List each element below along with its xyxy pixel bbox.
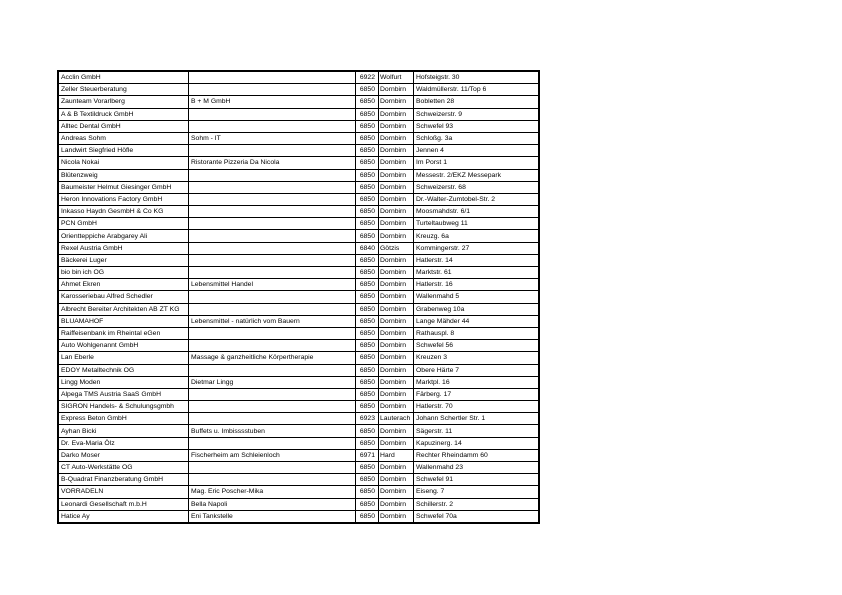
table-row (59, 352, 539, 364)
city-cell: Wolfurt (379, 72, 414, 84)
table-row (59, 206, 539, 218)
description-cell (189, 364, 356, 376)
city-cell: Dornbirn (379, 291, 414, 303)
city-cell: Götzis (379, 242, 414, 254)
description-cell (189, 145, 356, 157)
street-address-cell: Schweizerstr. 68 (414, 181, 539, 193)
table-row (59, 157, 539, 169)
table-row (59, 193, 539, 205)
company-name-cell: Baumeister Helmut Giesinger GmbH (59, 181, 189, 193)
postal-code-cell: 6850 (356, 376, 379, 388)
table-row (59, 145, 539, 157)
street-address-cell: Hofsteigstr. 30 (414, 72, 539, 84)
description-cell: B + M GmbH (189, 96, 356, 108)
city-cell: Dornbirn (379, 132, 414, 144)
city-cell: Dornbirn (379, 486, 414, 498)
company-name-cell: Heron Innovations Factory GmbH (59, 193, 189, 205)
description-cell: Lebensmittel Handel (189, 279, 356, 291)
description-cell: Mag. Eric Poscher-Mika (189, 486, 356, 498)
description-cell (189, 327, 356, 339)
postal-code-cell: 6850 (356, 401, 379, 413)
postal-code-cell: 6850 (356, 498, 379, 510)
company-name-cell: Lingg Moden (59, 376, 189, 388)
table-row (59, 84, 539, 96)
description-cell: Ristorante Pizzeria Da Nicola (189, 157, 356, 169)
street-address-cell: Hatlerstr. 70 (414, 401, 539, 413)
postal-code-cell: 6850 (356, 486, 379, 498)
description-cell (189, 291, 356, 303)
table-row (59, 120, 539, 132)
street-address-cell: Kreuzg. 6a (414, 230, 539, 242)
city-cell: Dornbirn (379, 510, 414, 522)
description-cell (189, 437, 356, 449)
postal-code-cell: 6850 (356, 193, 379, 205)
company-name-cell: B-Quadrat Finanzberatung GmbH (59, 474, 189, 486)
street-address-cell: Schwefel 70a (414, 510, 539, 522)
table-row (59, 340, 539, 352)
company-name-cell: Alpega TMS Austria SaaS GmbH (59, 388, 189, 400)
postal-code-cell: 6971 (356, 449, 379, 461)
street-address-cell: Schwefel 93 (414, 120, 539, 132)
city-cell: Dornbirn (379, 462, 414, 474)
description-cell: Dietmar Lingg (189, 376, 356, 388)
description-cell (189, 413, 356, 425)
street-address-cell: Dr.-Walter-Zumtobel-Str. 2 (414, 193, 539, 205)
city-cell: Dornbirn (379, 340, 414, 352)
street-address-cell: Kapuzinerg. 14 (414, 437, 539, 449)
postal-code-cell: 6850 (356, 474, 379, 486)
street-address-cell: Im Porst 1 (414, 157, 539, 169)
postal-code-cell: 6840 (356, 242, 379, 254)
city-cell: Dornbirn (379, 218, 414, 230)
table-row (59, 327, 539, 339)
description-cell: Massage & ganzheitliche Körpertherapie (189, 352, 356, 364)
description-cell (189, 254, 356, 266)
table-row (59, 181, 539, 193)
city-cell: Dornbirn (379, 388, 414, 400)
table-row (59, 132, 539, 144)
company-name-cell: bio bin ich OG (59, 267, 189, 279)
table-row (59, 462, 539, 474)
city-cell: Dornbirn (379, 376, 414, 388)
company-name-cell: SIGRON Handels- & Schulungsgmbh (59, 401, 189, 413)
address-table (58, 71, 539, 523)
company-name-cell: Blütenzweig (59, 169, 189, 181)
postal-code-cell: 6850 (356, 132, 379, 144)
company-name-cell: Ahmet Ekren (59, 279, 189, 291)
table-row (59, 267, 539, 279)
street-address-cell: Wallenmahd 5 (414, 291, 539, 303)
description-cell (189, 267, 356, 279)
description-cell: Fischerheim am Schleienloch (189, 449, 356, 461)
table-row (59, 413, 539, 425)
address-table-body (59, 72, 539, 523)
description-cell (189, 218, 356, 230)
table-row (59, 108, 539, 120)
description-cell (189, 230, 356, 242)
description-cell (189, 84, 356, 96)
table-row (59, 364, 539, 376)
table-row (59, 242, 539, 254)
postal-code-cell: 6850 (356, 315, 379, 327)
postal-code-cell: 6850 (356, 462, 379, 474)
street-address-cell: Färberg. 17 (414, 388, 539, 400)
city-cell: Dornbirn (379, 181, 414, 193)
street-address-cell: Moosmahdstr. 6/1 (414, 206, 539, 218)
company-name-cell: Landwirt Siegfried Höfle (59, 145, 189, 157)
postal-code-cell: 6850 (356, 84, 379, 96)
company-name-cell: Ayhan Bicki (59, 425, 189, 437)
company-name-cell: Alltec Dental GmbH (59, 120, 189, 132)
postal-code-cell: 6850 (356, 230, 379, 242)
city-cell: Dornbirn (379, 193, 414, 205)
table-row (59, 474, 539, 486)
postal-code-cell: 6923 (356, 413, 379, 425)
street-address-cell: Schweizerstr. 9 (414, 108, 539, 120)
company-name-cell: BLUAMAHOF (59, 315, 189, 327)
postal-code-cell: 6850 (356, 364, 379, 376)
company-name-cell: Lan Eberle (59, 352, 189, 364)
description-cell (189, 388, 356, 400)
company-name-cell: Andreas Sohm (59, 132, 189, 144)
city-cell: Dornbirn (379, 169, 414, 181)
company-name-cell: Hatice Ay (59, 510, 189, 522)
street-address-cell: Schloßg. 3a (414, 132, 539, 144)
postal-code-cell: 6850 (356, 388, 379, 400)
city-cell: Dornbirn (379, 84, 414, 96)
table-row (59, 449, 539, 461)
description-cell (189, 181, 356, 193)
table-row (59, 303, 539, 315)
street-address-cell: Obere Härte 7 (414, 364, 539, 376)
description-cell (189, 303, 356, 315)
city-cell: Dornbirn (379, 145, 414, 157)
city-cell: Dornbirn (379, 498, 414, 510)
street-address-cell: Schwefel 56 (414, 340, 539, 352)
company-name-cell: Inkasso Haydn GesmbH & Co KG (59, 206, 189, 218)
city-cell: Dornbirn (379, 267, 414, 279)
postal-code-cell: 6850 (356, 425, 379, 437)
street-address-cell: Bobletten 28 (414, 96, 539, 108)
postal-code-cell: 6850 (356, 169, 379, 181)
table-row (59, 498, 539, 510)
street-address-cell: Hatlerstr. 16 (414, 279, 539, 291)
postal-code-cell: 6850 (356, 303, 379, 315)
postal-code-cell: 6850 (356, 206, 379, 218)
postal-code-cell: 6850 (356, 218, 379, 230)
description-cell: Buffets u. Imbisssstuben (189, 425, 356, 437)
description-cell (189, 401, 356, 413)
description-cell (189, 340, 356, 352)
company-name-cell: Rexel Austria GmbH (59, 242, 189, 254)
description-cell (189, 242, 356, 254)
company-name-cell: Bäckerei Luger (59, 254, 189, 266)
street-address-cell: Lange Mähder 44 (414, 315, 539, 327)
street-address-cell: Schillerstr. 2 (414, 498, 539, 510)
description-cell: Sohm - IT (189, 132, 356, 144)
street-address-cell: Kreuzen 3 (414, 352, 539, 364)
city-cell: Dornbirn (379, 303, 414, 315)
street-address-cell: Johann Schertler Str. 1 (414, 413, 539, 425)
street-address-cell: Rathauspl. 8 (414, 327, 539, 339)
street-address-cell: Schwefel 91 (414, 474, 539, 486)
street-address-cell: Hatlerstr. 14 (414, 254, 539, 266)
address-table-sheet (57, 70, 540, 524)
postal-code-cell: 6850 (356, 340, 379, 352)
postal-code-cell: 6850 (356, 108, 379, 120)
description-cell (189, 193, 356, 205)
description-cell (189, 462, 356, 474)
description-cell (189, 120, 356, 132)
table-row (59, 230, 539, 242)
table-row (59, 169, 539, 181)
postal-code-cell: 6850 (356, 120, 379, 132)
company-name-cell: EDOY Metalltechnik OG (59, 364, 189, 376)
table-row (59, 254, 539, 266)
street-address-cell: Rechter Rheindamm 60 (414, 449, 539, 461)
street-address-cell: Eiseng. 7 (414, 486, 539, 498)
company-name-cell: Acclin GmbH (59, 72, 189, 84)
postal-code-cell: 6850 (356, 96, 379, 108)
company-name-cell: PCN GmbH (59, 218, 189, 230)
company-name-cell: Albrecht Bereiter Architekten AB ZT KG (59, 303, 189, 315)
table-row (59, 486, 539, 498)
city-cell: Dornbirn (379, 401, 414, 413)
city-cell: Hard (379, 449, 414, 461)
city-cell: Dornbirn (379, 120, 414, 132)
description-cell (189, 72, 356, 84)
description-cell: Lebensmittel - natürlich vom Bauern (189, 315, 356, 327)
street-address-cell: Messestr. 2/EKZ Messepark (414, 169, 539, 181)
postal-code-cell: 6850 (356, 437, 379, 449)
street-address-cell: Kommingerstr. 27 (414, 242, 539, 254)
street-address-cell: Marktstr. 61 (414, 267, 539, 279)
postal-code-cell: 6850 (356, 279, 379, 291)
company-name-cell: Nicola Nokai (59, 157, 189, 169)
city-cell: Dornbirn (379, 279, 414, 291)
company-name-cell: Zeller Steuerberatung (59, 84, 189, 96)
table-row (59, 218, 539, 230)
company-name-cell: Orientteppiche Arabgarey Ali (59, 230, 189, 242)
city-cell: Dornbirn (379, 425, 414, 437)
table-row (59, 510, 539, 522)
company-name-cell: Express Beton GmbH (59, 413, 189, 425)
description-cell (189, 108, 356, 120)
company-name-cell: Karosseriebau Alfred Schedler (59, 291, 189, 303)
street-address-cell: Wallenmahd 23 (414, 462, 539, 474)
city-cell: Dornbirn (379, 96, 414, 108)
city-cell: Dornbirn (379, 364, 414, 376)
postal-code-cell: 6850 (356, 181, 379, 193)
table-row (59, 437, 539, 449)
company-name-cell: Leonardi Gesellschaft m.b.H (59, 498, 189, 510)
company-name-cell: VORRADELN (59, 486, 189, 498)
city-cell: Dornbirn (379, 474, 414, 486)
postal-code-cell: 6850 (356, 145, 379, 157)
street-address-cell: Waldmüllerstr. 11/Top 6 (414, 84, 539, 96)
description-cell (189, 206, 356, 218)
table-row (59, 72, 539, 84)
table-row (59, 388, 539, 400)
table-row (59, 315, 539, 327)
description-cell (189, 474, 356, 486)
table-row (59, 425, 539, 437)
description-cell: Eni Tankstelle (189, 510, 356, 522)
city-cell: Dornbirn (379, 206, 414, 218)
city-cell: Dornbirn (379, 230, 414, 242)
description-cell: Bella Napoli (189, 498, 356, 510)
postal-code-cell: 6850 (356, 327, 379, 339)
company-name-cell: Dr. Eva-Maria Ölz (59, 437, 189, 449)
street-address-cell: Jennen 4 (414, 145, 539, 157)
city-cell: Dornbirn (379, 315, 414, 327)
city-cell: Dornbirn (379, 254, 414, 266)
company-name-cell: Auto Wohlgenannt GmbH (59, 340, 189, 352)
postal-code-cell: 6850 (356, 157, 379, 169)
street-address-cell: Sägerstr. 11 (414, 425, 539, 437)
city-cell: Dornbirn (379, 157, 414, 169)
company-name-cell: A & B Textildruck GmbH (59, 108, 189, 120)
postal-code-cell: 6922 (356, 72, 379, 84)
postal-code-cell: 6850 (356, 352, 379, 364)
table-row (59, 376, 539, 388)
street-address-cell: Turteltaubweg 11 (414, 218, 539, 230)
table-row (59, 96, 539, 108)
postal-code-cell: 6850 (356, 267, 379, 279)
postal-code-cell: 6850 (356, 291, 379, 303)
table-row (59, 279, 539, 291)
city-cell: Dornbirn (379, 327, 414, 339)
company-name-cell: CT Auto-Werkstätte OG (59, 462, 189, 474)
city-cell: Dornbirn (379, 108, 414, 120)
table-row (59, 291, 539, 303)
company-name-cell: Raiffeisenbank im Rheintal eGen (59, 327, 189, 339)
street-address-cell: Marktpl. 16 (414, 376, 539, 388)
street-address-cell: Grabenweg 10a (414, 303, 539, 315)
postal-code-cell: 6850 (356, 510, 379, 522)
city-cell: Lauterach (379, 413, 414, 425)
company-name-cell: Darko Moser (59, 449, 189, 461)
postal-code-cell: 6850 (356, 254, 379, 266)
city-cell: Dornbirn (379, 352, 414, 364)
description-cell (189, 169, 356, 181)
company-name-cell: Zaunteam Vorarlberg (59, 96, 189, 108)
table-row (59, 401, 539, 413)
city-cell: Dornbirn (379, 437, 414, 449)
